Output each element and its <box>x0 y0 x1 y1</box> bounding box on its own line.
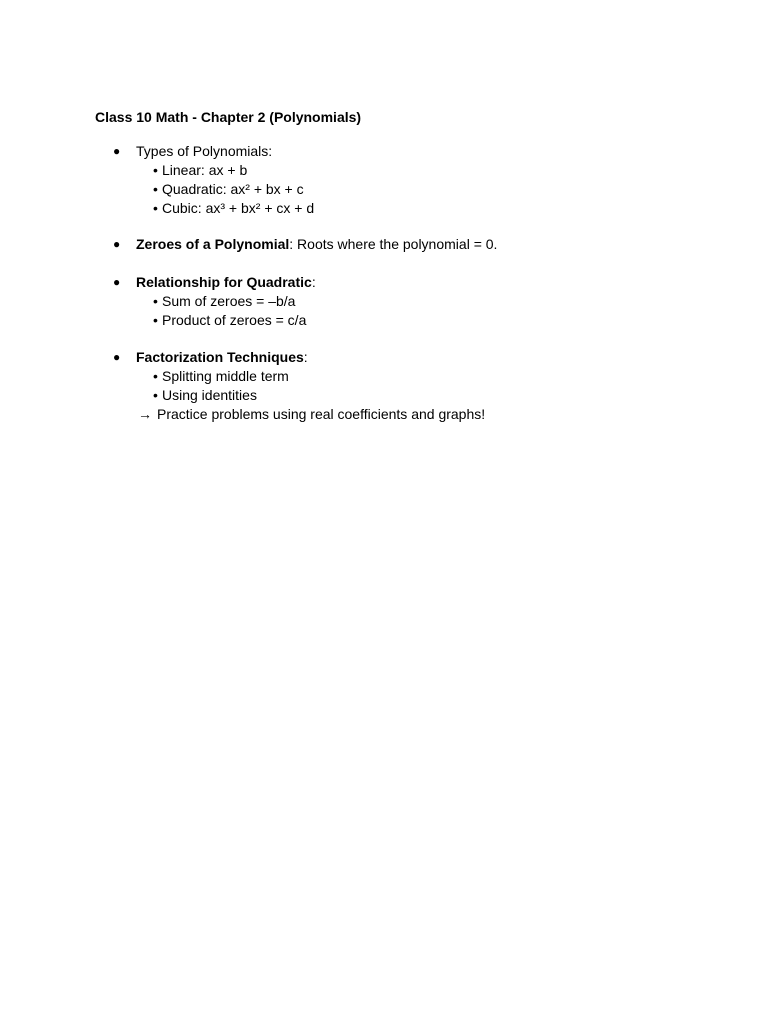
section-label-bold: Relationship for Quadratic <box>136 274 312 290</box>
section-label <box>136 235 497 254</box>
bullet-icon: ● <box>113 144 121 158</box>
sub-bullet-icon: • <box>153 200 158 216</box>
sub-bullet-icon: • <box>153 387 158 403</box>
section-types <box>0 142 768 218</box>
bullet-icon: ● <box>113 275 121 289</box>
section-label-bold: Factorization Techniques <box>136 349 304 365</box>
sub-list-item <box>0 180 768 199</box>
sub-list-item <box>0 199 768 218</box>
section-label-bold: Zeroes of a Polynomial <box>136 236 290 252</box>
sub-item-text: Quadratic: ax² + bx + c <box>162 181 304 197</box>
sub-bullet-icon: • <box>153 181 158 197</box>
sub-item-text: Using identities <box>162 387 257 403</box>
sub-item-text: Linear: ax + b <box>162 162 248 178</box>
sub-list-item <box>0 292 768 311</box>
sub-bullet-icon: • <box>153 368 158 384</box>
arrow-right-icon: → <box>138 406 152 422</box>
section-label: Types of Polynomials: <box>136 143 273 159</box>
sub-item-text: Sum of zeroes = –b/a <box>162 293 296 309</box>
section-label-rest: : <box>303 349 308 365</box>
section-relationship <box>0 273 768 330</box>
section-label <box>136 273 316 292</box>
practice-note-text: Practice problems using real coefficients and graphs! <box>157 406 486 422</box>
sub-item-text: Splitting middle term <box>162 368 289 384</box>
sub-bullet-icon: • <box>153 293 158 309</box>
page-title: Class 10 Math - Chapter 2 (Polynomials) <box>95 109 362 125</box>
sub-bullet-icon: • <box>153 312 158 328</box>
sub-item-text: Cubic: ax³ + bx² + cx + d <box>162 200 315 216</box>
sub-list-item <box>0 161 768 180</box>
list-item <box>0 235 768 254</box>
sub-bullet-icon: • <box>153 162 158 178</box>
bullet-icon: ● <box>113 237 121 251</box>
sub-list-item <box>0 367 768 386</box>
section-label-rest: : Roots where the polynomial = 0. <box>289 236 498 252</box>
bullet-icon: ● <box>113 350 121 364</box>
sub-list-item <box>0 386 768 405</box>
list-item <box>0 273 768 292</box>
section-zeroes <box>0 235 768 254</box>
sub-list-item <box>0 311 768 330</box>
list-item <box>0 142 768 161</box>
practice-note <box>0 405 768 424</box>
sub-item-text: Product of zeroes = c/a <box>162 312 307 328</box>
section-label-rest: : <box>311 274 316 290</box>
section-factorization <box>0 348 768 424</box>
section-label <box>136 348 308 367</box>
list-item <box>0 348 768 367</box>
